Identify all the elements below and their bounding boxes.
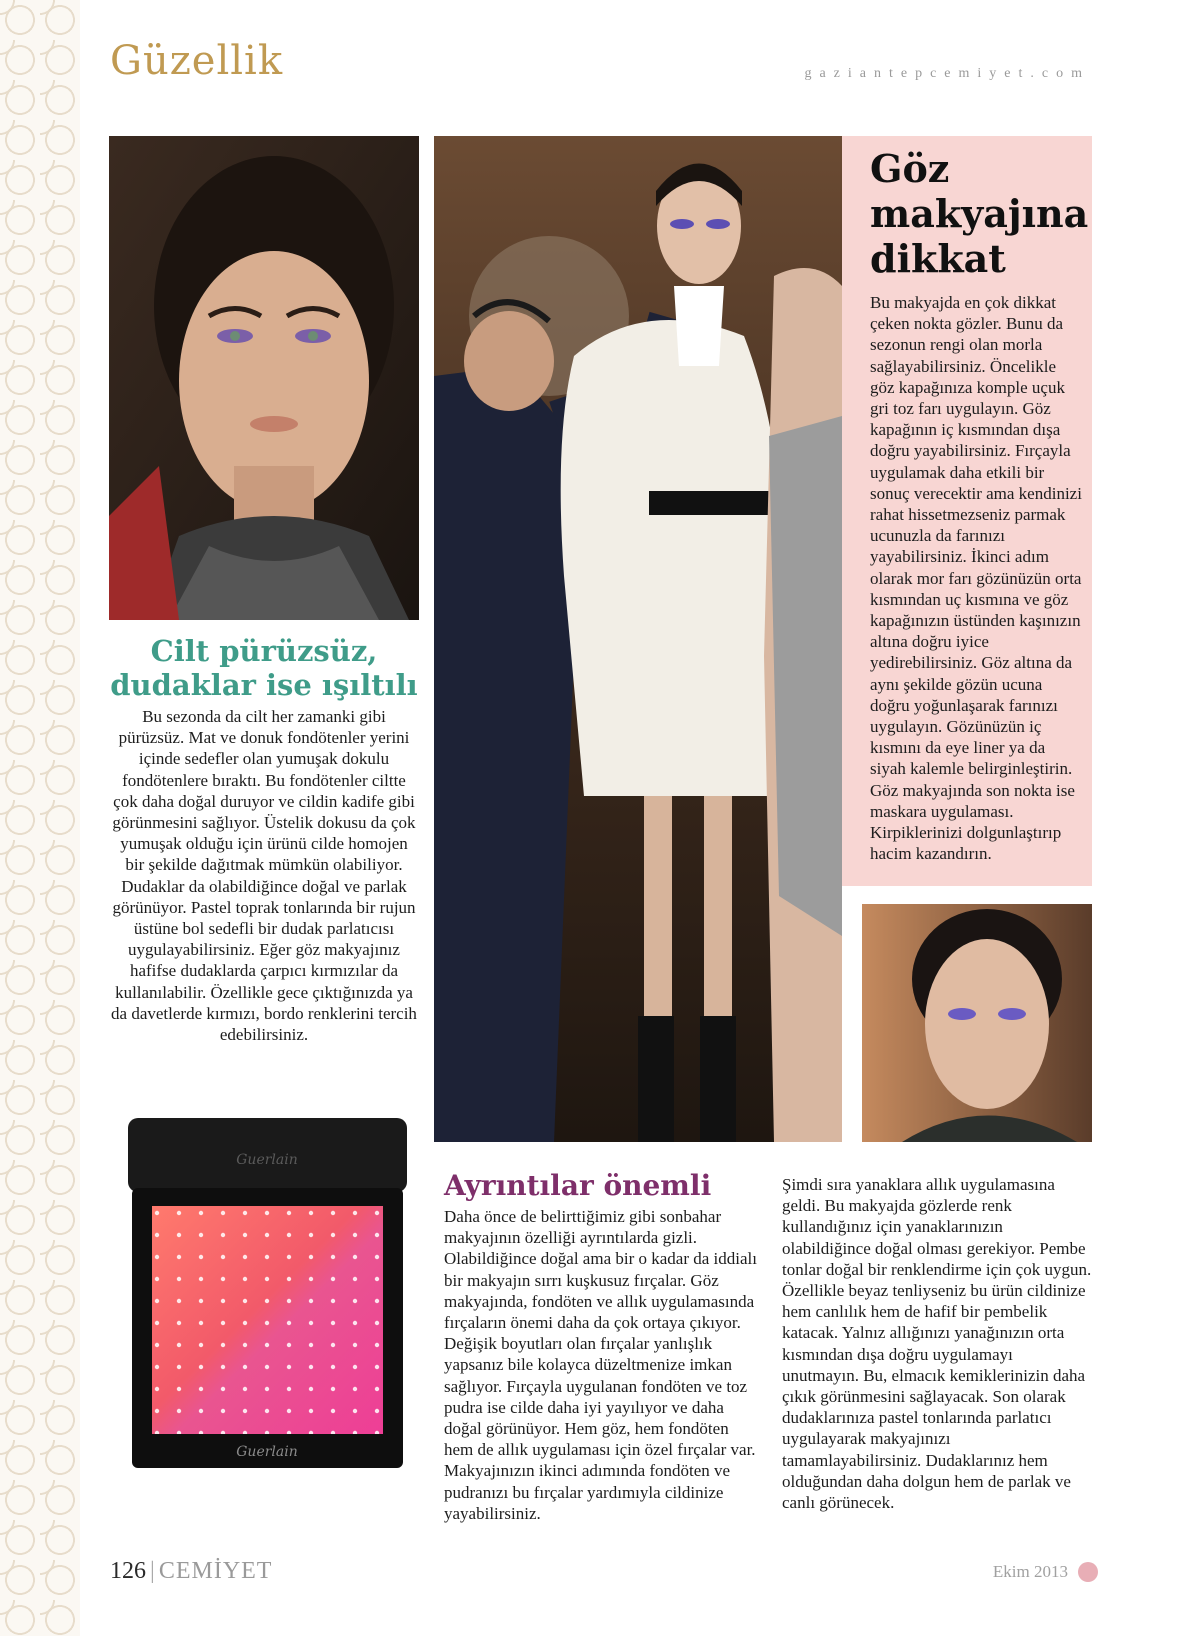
backstage-photo <box>434 136 842 1142</box>
site-url: gaziantepcemiyet.com <box>804 66 1090 81</box>
compact-logo-bottom: Guerlain <box>236 1444 298 1460</box>
article-body-bottom-col1: Daha önce de belirttiğimiz gibi sonbahar makyajının özelliği ayrıntılarda gizli. Olabildiğince doğal ama bir o kadar da iddialı bir makyajın sırrı kuşkusuz fırçalar. Göz makyajında, fondöten ve allık uygulamasında fırçaların önemi daha da çok ortaya çıkıyor. Değişik boyutları olan fırçalar yanlışlık yapsanız bile kolayca düzeltmenize imkan sağlıyor. Fırçayla uygulanan fondöten ve toz pudra ise cilde daha iyi yayılıyor ve daha doğal görünüyor. Hem göz, hem fondöten hem de allık uygulaması için özel fırçalar var. Makyajınızın ikinci adımında fondöten ve pudranızı bu fırçalar yardımıyla cildinize yayabilirsiniz. <box>444 1207 757 1523</box>
footer-dot-icon <box>1078 1562 1098 1582</box>
issue-date: Ekim 2013 <box>992 1562 1068 1581</box>
portrait-photo-right <box>862 904 1092 1142</box>
section-title: Güzellik <box>110 38 284 84</box>
sidebar-heading: Göz makyajına dikkat <box>870 146 1089 281</box>
article-heading-left: Cilt pürüzsüz, dudaklar ise ışıltılı <box>110 634 418 702</box>
page-number: 126 <box>110 1558 146 1584</box>
article-body-bottom-col2: Şimdi sıra yanaklara allık uygulamasına geldi. Bu makyajda gözlerde renk kullandığınız için yanaklarınızın olabildiğince doğal olması gerekiyor. Pembe tonlar doğal bir renklendirme için çok uygun. Özellikle beyaz tenliyseniz bu ürün cildinize hem canlılık hem de hafif bir pembelik katacak. Yalnız allığınızı yanağınızın orta kısmından dışa doğru uygulamayı unutmayın. Bu, elmacık kemiklerinizin daha çıkık görünmesini sağlayacak. Son olarak dudaklarınıza pastel tonlarında parlatıcı uygulayarak makyajınızı tamamlayabilirsiniz. Dudaklarınız hem olduğundan daha dolgun hem de parlak ve canlı görünecek. <box>782 1175 1092 1513</box>
page-footer-left <box>110 1558 272 1585</box>
blush-compact-photo <box>124 1114 411 1476</box>
decorative-border <box>0 0 80 1636</box>
sidebar-body: Bu makyajda en çok dikkat çeken nokta gözler. Bunu da sezonun rengi olan morla sağlayabilirsiniz. Öncelikle göz kapağınıza komple uçuk gri toz farı uygulayın. Göz kapağının iç kısmından dışa doğru yayabilirsiniz. Fırçayla uygulamak daha etkili bir sonuç verecektir ama kendinizi rahat hissetmezseniz parmak ucunuzla da farınızı yayabilirsiniz. İkinci adım olarak mor farı gözünüzün orta kısmından uç kısmına ve göz kapağınızın üstünden kaşınızın altına doğru iyice yedirebilirsiniz. Göz altına da aynı şekilde gözün ucuna doğru yoğunlaşarak farınızı uygulayın. Gözünüzün iç kısmını da eye liner ya da siyah kalemle belirginleştirin. Göz makyajında son nokta ise maskara uygulaması. Kirpiklerinizi dolgunlaştırıp hacim kazandırın. <box>870 293 1082 864</box>
magazine-name: CEMİYET <box>158 1558 273 1584</box>
article-heading-bottom: Ayrıntılar önemli <box>444 1169 712 1202</box>
portrait-photo-left <box>109 136 419 620</box>
compact-logo-top: Guerlain <box>236 1152 298 1168</box>
footer-separator: | <box>150 1558 155 1584</box>
article-body-left: Bu sezonda da cilt her zamanki gibi pürüzsüz. Mat ve donuk fondötenler yerini içinde sedefler olan yumuşak dokulu fondötenlere bıraktı. Bu fondötenler ciltte çok daha doğal duruyor ve cildin kadife gibi görünmesini sağlıyor. Üstelik dokusu da çok yumuşak olduğu için ürünü cilde homojen bir şekilde dağıtmak mümkün olabiliyor. Dudaklar da olabildiğince doğal ve parlak görünüyor. Pastel toprak tonlarında bir rujun üstüne bol sedefli bir dudak parlatıcısı uygulayabilirsiniz. Eğer göz makyajınız hafifse dudaklarda çarpıcı kırmızılar da kullanılabilir. Özellikle gece çıktığınızda ya da davetlerde kırmızı, bordo renklerini tercih edebilirsiniz. <box>111 707 417 1045</box>
